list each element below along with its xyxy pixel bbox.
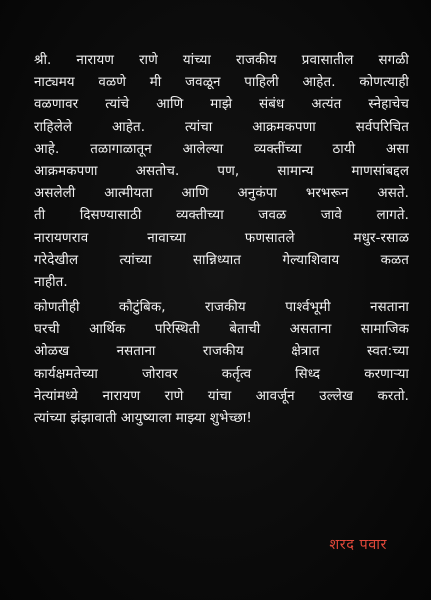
text-line: नारायणराव नावाच्या फणसातले मधुर-रसाळ (34, 230, 409, 246)
text-line: त्यांच्या झंझावाती आयुष्याला माझ्या शुभेच्छा! (34, 411, 252, 426)
text-line: ती दिसण्यासाठी व्यक्तीच्या जवळ जावे लागते. (34, 208, 409, 224)
text-line: नेत्यांमध्ये नारायण राणे यांचा आवर्जून उल्लेख करतो. (34, 388, 409, 404)
text-line: कार्यक्षमतेच्या जोरावर कर्तृत्व सिध्द करणाऱ्या (34, 366, 409, 382)
text-line: नाहीत. (34, 274, 68, 290)
text-line: आक्रमकपणा असतोच. पण, सामान्य माणसांबद्दल (34, 163, 409, 179)
text-line: घरची आर्थिक परिस्थिती बेताची असताना सामाजिक (34, 322, 409, 338)
text-line: असलेली आत्मीयता आणि अनुकंपा भरभरून असते. (34, 186, 409, 202)
author-signature: शरद पवार (329, 537, 387, 553)
text-line: गरेदेखील त्यांच्या सान्निध्यात गेल्याशिवाय कळत (34, 252, 409, 268)
paragraph-2 (34, 297, 409, 430)
text-line: राहिलेले आहेत. त्यांचा आक्रमकपणा सर्वपरिचित (34, 119, 409, 135)
text-line: श्री. नारायण राणे यांच्या राजकीय प्रवासातील सगळी (34, 53, 409, 68)
text-line: ओळख नसताना राजकीय क्षेत्रात स्वत:च्या (34, 344, 409, 360)
text-line: आहे. तळागाळातून आलेल्या व्यक्तींच्या ठायी असा (34, 141, 409, 157)
text-line: वळणावर त्यांचे आणि माझे संबंध अत्यंत स्नेहाचेच (34, 97, 409, 113)
text-line: नाट्यमय वळणे मी जवळून पाहिली आहेत. कोणत्याही (34, 75, 409, 91)
tribute-text (34, 50, 409, 430)
paragraph-1 (34, 50, 409, 294)
text-line: कोणतीही कौटुंबिक, राजकीय पार्श्वभूमी नसताना (34, 300, 409, 316)
